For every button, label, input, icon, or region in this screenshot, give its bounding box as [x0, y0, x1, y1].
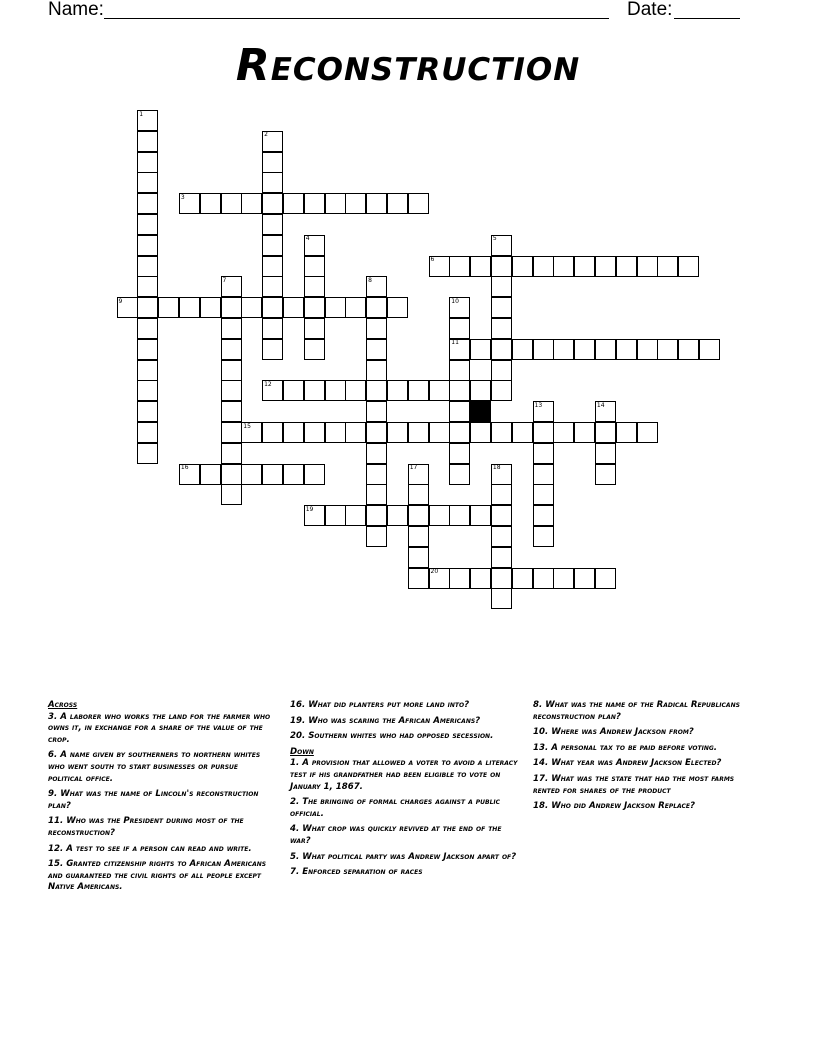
- grid-cell[interactable]: [470, 568, 491, 589]
- clue-number: 12: [264, 380, 272, 388]
- grid-cell[interactable]: [533, 464, 554, 485]
- across-clue-list-continued: [290, 700, 518, 743]
- grid-cell[interactable]: [366, 484, 387, 505]
- grid-cell[interactable]: [137, 214, 158, 235]
- clue-item: 9. What was the name of Lincoln's reconstruction plan?: [48, 789, 259, 811]
- grid-cell[interactable]: [304, 422, 325, 443]
- grid-cell[interactable]: [637, 422, 658, 443]
- grid-cell[interactable]: [345, 193, 366, 214]
- grid-cell[interactable]: [366, 443, 387, 464]
- clue-number: 13: [534, 401, 543, 409]
- grid-cell[interactable]: [637, 256, 658, 277]
- grid-cell[interactable]: [366, 318, 387, 339]
- grid-cell[interactable]: [657, 339, 678, 360]
- grid-cell[interactable]: [408, 505, 429, 526]
- grid-cell[interactable]: [137, 193, 158, 214]
- grid-cell[interactable]: [283, 193, 304, 214]
- grid-cell[interactable]: [325, 505, 346, 526]
- grid-cell[interactable]: [429, 505, 450, 526]
- clue-item: 17. What was the state that had the most farms rented for shares of the product: [533, 773, 735, 796]
- grid-cell[interactable]: [595, 464, 616, 485]
- grid-cell[interactable]: [533, 422, 554, 443]
- grid-cell[interactable]: [262, 256, 283, 277]
- grid-cell[interactable]: [221, 318, 242, 339]
- grid-cell[interactable]: [262, 339, 283, 360]
- grid-cell[interactable]: [449, 422, 470, 443]
- grid-cell[interactable]: [553, 422, 574, 443]
- clue-item: 7. Enforced separation of races: [290, 867, 423, 878]
- grid-cell[interactable]: [304, 193, 325, 214]
- grid-cell[interactable]: [221, 297, 242, 318]
- grid-cell[interactable]: [387, 422, 408, 443]
- grid-cell[interactable]: [304, 276, 325, 297]
- clue-number: 17: [409, 464, 418, 472]
- across-clue-list: [48, 712, 273, 894]
- grid-cell[interactable]: [449, 256, 470, 277]
- page-title: Reconstruction: [235, 40, 581, 91]
- grid-cell[interactable]: [616, 339, 637, 360]
- grid-cell[interactable]: [533, 526, 554, 547]
- grid-cell[interactable]: [366, 464, 387, 485]
- grid-cell[interactable]: [221, 422, 242, 443]
- clue-number: 2: [264, 131, 268, 139]
- grid-cell[interactable]: [221, 193, 242, 214]
- grid-cell[interactable]: [387, 193, 408, 214]
- across-heading: Across: [48, 700, 78, 710]
- grid-cell[interactable]: [221, 360, 242, 381]
- grid-cell[interactable]: [574, 422, 595, 443]
- grid-cell[interactable]: [221, 464, 242, 485]
- grid-cell[interactable]: [137, 131, 158, 152]
- grid-cell[interactable]: [491, 547, 512, 568]
- grid-cell[interactable]: [512, 339, 533, 360]
- grid-cell[interactable]: [262, 172, 283, 193]
- grid-cell[interactable]: [283, 297, 304, 318]
- grid-cell[interactable]: [283, 422, 304, 443]
- grid-cell[interactable]: [470, 380, 491, 401]
- grid-cell[interactable]: [221, 484, 242, 505]
- down-clue-list: [290, 758, 518, 878]
- grid-cell[interactable]: [262, 214, 283, 235]
- grid-cell[interactable]: [137, 276, 158, 297]
- grid-cell[interactable]: [262, 235, 283, 256]
- clue-number: 9: [118, 297, 123, 305]
- clue-item: 1. A provision that allowed a voter to avoid a literacy test if his grandfather had been eligible to vote on January 1, 1867.: [290, 758, 518, 792]
- grid-cell[interactable]: [595, 443, 616, 464]
- clue-item: 15. Granted citizenship rights to African Americans and guaranteed the civil rights of all people except Native Americans.: [48, 859, 267, 893]
- grid-cell[interactable]: [491, 588, 512, 609]
- grid-cell[interactable]: [200, 193, 221, 214]
- clue-number: 10: [451, 297, 459, 305]
- clue-item: 4. What crop was quickly revived at the end of the war?: [290, 824, 502, 846]
- grid-cell[interactable]: [158, 297, 179, 318]
- grid-cell[interactable]: [262, 193, 283, 214]
- grid-cell[interactable]: [221, 443, 242, 464]
- grid-cell[interactable]: [491, 318, 512, 339]
- grid-cell[interactable]: [262, 276, 283, 297]
- clue-number: 6: [430, 256, 435, 264]
- clue-item: 16. What did planters put more land into?: [290, 700, 470, 710]
- clue-number: 15: [243, 422, 251, 430]
- clue-number: 7: [222, 276, 227, 284]
- grid-cell[interactable]: [678, 256, 699, 277]
- grid-cell[interactable]: [491, 339, 512, 360]
- clue-item: 6. A name given by southerners to northern whites who went south to start businesses or pursue political office.: [48, 750, 261, 784]
- grid-cell[interactable]: [429, 422, 450, 443]
- grid-cell[interactable]: [366, 339, 387, 360]
- grid-cell[interactable]: [137, 401, 158, 422]
- grid-cell[interactable]: [533, 256, 554, 277]
- grid-cell[interactable]: [470, 339, 491, 360]
- grid-cell[interactable]: [137, 339, 158, 360]
- grid-cell[interactable]: [449, 380, 470, 401]
- clue-number: 20: [430, 568, 439, 576]
- grid-cell[interactable]: [574, 339, 595, 360]
- clue-item: 11. Who was the President during most of the reconstruction?: [48, 816, 244, 838]
- grid-cell[interactable]: [470, 505, 491, 526]
- grid-cell[interactable]: [637, 339, 658, 360]
- grid-cell[interactable]: [449, 464, 470, 485]
- clue-number: 4: [305, 235, 310, 243]
- grid-cell[interactable]: [366, 360, 387, 381]
- grid-cell[interactable]: [366, 380, 387, 401]
- clue-number: 3: [180, 193, 185, 201]
- grid-cell[interactable]: [491, 360, 512, 381]
- down-clue-list-continued: [533, 700, 763, 813]
- grid-cell[interactable]: [179, 297, 200, 318]
- grid-cell[interactable]: [304, 339, 325, 360]
- grid-cell[interactable]: [574, 568, 595, 589]
- grid-cell[interactable]: [366, 193, 387, 214]
- clue-item: 10. Where was Andrew Jackson from?: [533, 727, 694, 738]
- grid-cell[interactable]: [449, 360, 470, 381]
- grid-cell[interactable]: [595, 339, 616, 360]
- grid-cell[interactable]: [345, 297, 366, 318]
- clue-item: 12. A test to see if a person can read and write.: [48, 843, 252, 854]
- clue-item: 8. What was the name of the Radical Republicans reconstruction plan?: [533, 700, 740, 722]
- grid-cell[interactable]: [408, 484, 429, 505]
- grid-cell[interactable]: [616, 256, 637, 277]
- grid-cell[interactable]: [595, 422, 616, 443]
- clue-number: 5: [492, 235, 497, 243]
- grid-cell[interactable]: [595, 256, 616, 277]
- clue-item: 2. The bringing of formal charges against a public official.: [290, 797, 501, 819]
- grid-cell[interactable]: [449, 443, 470, 464]
- grid-cell[interactable]: [283, 464, 304, 485]
- grid-cell[interactable]: [304, 380, 325, 401]
- grid-cell[interactable]: [137, 318, 158, 339]
- grid-cell[interactable]: [366, 297, 387, 318]
- grid-cell[interactable]: [262, 464, 283, 485]
- grid-cell[interactable]: [470, 422, 491, 443]
- grid-cell[interactable]: [553, 568, 574, 589]
- grid-cell[interactable]: [387, 297, 408, 318]
- clues-column-3: [533, 700, 763, 817]
- grid-cell[interactable]: [366, 505, 387, 526]
- grid-cell[interactable]: [262, 422, 283, 443]
- grid-cell[interactable]: [221, 339, 242, 360]
- clue-number: 14: [596, 401, 605, 409]
- clues-column-1: [48, 700, 273, 898]
- date-label: Date:: [627, 0, 673, 20]
- grid-cell[interactable]: [408, 380, 429, 401]
- grid-cell[interactable]: [304, 256, 325, 277]
- clue-item: 19. Who was scaring the African Americans?: [290, 715, 481, 726]
- grid-cell[interactable]: [512, 568, 533, 589]
- clue-number: 1: [139, 110, 144, 118]
- clues-column-2: [290, 700, 518, 883]
- grid-cell[interactable]: [408, 526, 429, 547]
- grid-cell[interactable]: [345, 380, 366, 401]
- grid-cell[interactable]: [553, 339, 574, 360]
- clue-item: 20. Southern whites who had opposed secession.: [290, 731, 494, 742]
- grid-cell[interactable]: [241, 297, 262, 318]
- grid-cell[interactable]: [657, 256, 678, 277]
- grid-cell[interactable]: [491, 276, 512, 297]
- grid-cell[interactable]: [137, 380, 158, 401]
- down-heading: Down: [290, 746, 314, 757]
- grid-cell[interactable]: [137, 422, 158, 443]
- grid-cell[interactable]: [325, 422, 346, 443]
- grid-cell[interactable]: [595, 568, 616, 589]
- grid-cell[interactable]: [491, 505, 512, 526]
- clue-number: 18: [492, 464, 501, 472]
- grid-cell[interactable]: [408, 193, 429, 214]
- grid-cell[interactable]: [221, 401, 242, 422]
- grid-cell[interactable]: [491, 256, 512, 277]
- grid-cell[interactable]: [137, 443, 158, 464]
- grid-cell[interactable]: [137, 172, 158, 193]
- grid-cell[interactable]: [200, 297, 221, 318]
- grid-cell[interactable]: [533, 568, 554, 589]
- grid-cell[interactable]: [304, 464, 325, 485]
- grid-cell[interactable]: [304, 318, 325, 339]
- grid-cell[interactable]: [325, 193, 346, 214]
- clue-item: 18. Who did Andrew Jackson Replace?: [533, 801, 696, 812]
- grid-block: [470, 401, 491, 422]
- grid-cell[interactable]: [262, 152, 283, 173]
- clue-item: 3. A laborer who works the land for the farmer who owns it, in exchange for a share of the value of the crop.: [48, 711, 271, 745]
- grid-cell[interactable]: [283, 380, 304, 401]
- grid-cell[interactable]: [345, 422, 366, 443]
- grid-cell[interactable]: [221, 380, 242, 401]
- grid-cell[interactable]: [304, 297, 325, 318]
- grid-cell[interactable]: [137, 297, 158, 318]
- grid-cell[interactable]: [387, 380, 408, 401]
- grid-cell[interactable]: [449, 505, 470, 526]
- grid-cell[interactable]: [200, 464, 221, 485]
- grid-cell[interactable]: [449, 568, 470, 589]
- grid-cell[interactable]: [137, 256, 158, 277]
- grid-cell[interactable]: [408, 422, 429, 443]
- grid-cell[interactable]: [262, 318, 283, 339]
- clue-item: 5. What political party was Andrew Jackson apart of?: [290, 851, 517, 862]
- grid-cell[interactable]: [533, 443, 554, 464]
- grid-cell[interactable]: [533, 505, 554, 526]
- grid-cell[interactable]: [429, 380, 450, 401]
- grid-cell[interactable]: [137, 152, 158, 173]
- grid-cell[interactable]: [491, 568, 512, 589]
- grid-cell[interactable]: [512, 256, 533, 277]
- clue-number: 19: [305, 505, 314, 513]
- grid-cell[interactable]: [533, 339, 554, 360]
- grid-cell[interactable]: [137, 360, 158, 381]
- grid-cell[interactable]: [699, 339, 720, 360]
- clue-item: 13. A personal tax to be paid before voting.: [533, 742, 718, 753]
- grid-cell[interactable]: [470, 256, 491, 277]
- grid-cell[interactable]: [616, 422, 637, 443]
- grid-cell[interactable]: [241, 464, 262, 485]
- grid-cell[interactable]: [491, 380, 512, 401]
- grid-cell[interactable]: [241, 193, 262, 214]
- grid-cell[interactable]: [366, 526, 387, 547]
- grid-cell[interactable]: [366, 422, 387, 443]
- grid-cell[interactable]: [262, 297, 283, 318]
- grid-cell[interactable]: [387, 505, 408, 526]
- clue-item: 14. What year was Andrew Jackson Elected?: [533, 758, 722, 769]
- grid-cell[interactable]: [512, 422, 533, 443]
- grid-cell[interactable]: [491, 422, 512, 443]
- grid-cell[interactable]: [553, 256, 574, 277]
- grid-cell[interactable]: [491, 526, 512, 547]
- grid-cell[interactable]: [137, 235, 158, 256]
- grid-cell[interactable]: [491, 484, 512, 505]
- grid-cell[interactable]: [678, 339, 699, 360]
- grid-cell[interactable]: [325, 380, 346, 401]
- grid-cell[interactable]: [325, 297, 346, 318]
- grid-cell[interactable]: [449, 401, 470, 422]
- grid-cell[interactable]: [366, 401, 387, 422]
- grid-cell[interactable]: [574, 256, 595, 277]
- grid-cell[interactable]: [449, 318, 470, 339]
- grid-cell[interactable]: [345, 505, 366, 526]
- grid-cell[interactable]: [408, 547, 429, 568]
- clue-number: 16: [180, 464, 189, 472]
- clue-number: 11: [451, 339, 459, 347]
- clue-number: 8: [368, 276, 372, 284]
- grid-cell[interactable]: [408, 568, 429, 589]
- name-label: Name:: [48, 0, 104, 20]
- grid-cell[interactable]: [533, 484, 554, 505]
- grid-cell[interactable]: [491, 297, 512, 318]
